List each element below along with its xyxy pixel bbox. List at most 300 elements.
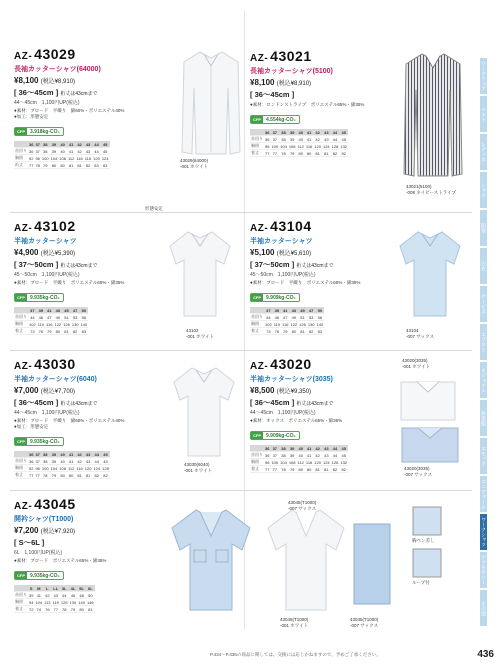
tab-8[interactable]: エプロン	[478, 324, 487, 360]
size-table-row	[250, 136, 348, 143]
size-table-cell: 79	[288, 150, 297, 157]
size-table-row	[14, 321, 88, 328]
size-table-cell: 80	[306, 150, 312, 156]
eco-badge: CFP 3.918kg-CO₂	[14, 127, 64, 136]
size-table-cell: 56	[316, 314, 325, 321]
size-table-cell: 73	[28, 328, 37, 335]
size-table-cell: 53	[307, 314, 316, 321]
size-table-cell: 50	[316, 307, 325, 314]
size-table-cell: 81	[68, 162, 74, 168]
size-table-cell: 53	[71, 314, 80, 321]
size-table-cell: 77	[270, 466, 279, 473]
size-table-cell: 47	[307, 307, 316, 314]
size-table-cell: 120	[314, 459, 321, 465]
tab-9[interactable]: カジュアル	[478, 362, 487, 398]
folded-sax-shirt-image	[398, 424, 462, 464]
product-code: AZ- 43045	[14, 496, 76, 512]
size-table-label: 胸囲	[14, 321, 28, 328]
size-table-cell: 82	[331, 150, 340, 157]
size-table-cell: 77	[53, 606, 58, 612]
size-table	[250, 307, 324, 335]
size-table-cell: 122	[290, 321, 298, 327]
size-table-row	[250, 150, 348, 157]
size-table-cell: 42	[77, 451, 82, 457]
size-table-cell: 78	[41, 472, 50, 479]
size-table-cell: 113	[44, 599, 51, 605]
size-table-cell: 110	[37, 321, 45, 327]
size-table-cell: 83	[101, 162, 110, 169]
product-43020	[250, 356, 390, 473]
size-table-row	[250, 459, 348, 466]
size-table-cell: 41	[306, 129, 312, 135]
size-table-cell: 81	[298, 328, 307, 335]
size-table-cell: 78	[35, 162, 40, 168]
size-table-row	[14, 465, 110, 472]
size-table-cell: 81	[77, 472, 82, 478]
size-table-cell: 37	[270, 452, 279, 459]
size-table-cell: 43	[84, 458, 93, 465]
size-table-cell: 104	[50, 155, 58, 161]
product-43029	[14, 46, 162, 169]
size-table-cell: 37	[270, 136, 279, 143]
size-extra: 44～45cm 1,100円UP(税込)	[14, 410, 80, 416]
size-table-cell: 81	[322, 150, 331, 157]
size-table-label: 首回り	[251, 452, 263, 458]
size-table-cell: 132	[340, 459, 348, 465]
size-table-cell: 82	[85, 162, 91, 168]
size-table-cell: 116	[305, 143, 313, 149]
size-table-cell: 44	[331, 445, 340, 452]
size-extra: 45～50cm 1,100円UP(税込)	[14, 272, 80, 278]
size-table-cell: 43	[322, 136, 331, 143]
size-table-cell: 80	[298, 466, 303, 472]
size-table-cell: 125	[60, 599, 68, 605]
product-43104	[250, 218, 390, 335]
size-table-cell: 80	[58, 162, 67, 169]
size-table-cell: 36	[29, 148, 34, 154]
size-table-cell: 77	[29, 162, 34, 168]
size-table-cell: 44	[331, 129, 340, 136]
size-table-cell: 76	[45, 606, 50, 612]
size-range: [ 37～50cm ] 裄丈は43cmまで	[14, 260, 98, 269]
size-table-row	[14, 148, 110, 155]
size-table-cell: 40	[298, 129, 303, 135]
size-table-cell: 44	[60, 592, 69, 599]
size-table-cell: 38	[279, 129, 288, 136]
loop-detail-image	[412, 548, 442, 578]
product-price: ¥8,500 (税込¥9,350)	[250, 386, 312, 395]
spec-text: ●素材：オックス ポリエステル65%・綿35%	[250, 418, 343, 423]
product-43030	[14, 356, 164, 479]
size-table-cell: 116	[282, 321, 289, 327]
tab-14[interactable]: アクセサリー	[478, 552, 487, 588]
size-table-cell: 124	[93, 465, 101, 471]
size-table-row	[250, 314, 324, 321]
tab-4[interactable]: シャツ	[478, 172, 487, 208]
size-table-cell: 74	[34, 606, 43, 613]
size-table-cell: 45	[101, 148, 110, 155]
size-table-cell: 96	[265, 459, 270, 465]
size-table-row	[250, 143, 348, 150]
size-table-cell: 116	[76, 465, 83, 471]
size-table-cell: 47	[47, 314, 52, 320]
size-table-cell: 112	[297, 143, 304, 149]
size-table-cell: 120	[93, 155, 100, 161]
size-table-cell: 46	[38, 314, 44, 320]
size-table-cell: 82	[307, 328, 316, 335]
size-table-cell: 44	[92, 141, 101, 148]
size-table-cell: 37	[264, 307, 273, 314]
size-table-cell: 39	[288, 129, 297, 136]
size-table-cell: 45	[298, 307, 307, 314]
size-table-cell: 79	[50, 472, 59, 479]
size-table-cell: 78	[60, 606, 69, 613]
product-price: ¥8,100 (税込¥8,910)	[14, 76, 76, 85]
size-table-cell: 130	[307, 321, 315, 327]
product-name: 半袖カッターシャツ(3035)	[250, 376, 333, 383]
size-table-row	[14, 458, 110, 465]
tab-15[interactable]: その他	[478, 590, 487, 626]
open-collar-blue-shirt-image	[170, 506, 252, 614]
tab-6[interactable]: 白衣	[478, 248, 487, 284]
size-table-cell: 80	[50, 162, 59, 169]
size-table-cell: 45	[101, 451, 110, 458]
size-table-cell: 78	[279, 466, 288, 473]
size-table-cell: 41	[34, 592, 43, 599]
size-table-cell: 108	[59, 465, 66, 471]
size-table-cell: 36	[265, 136, 270, 142]
size-table-cell: 112	[67, 465, 75, 471]
size-table-cell: 42	[77, 458, 82, 464]
size-table-cell: 140	[80, 321, 88, 327]
size-table-cell: 40	[58, 451, 67, 458]
product-code: AZ- 43029	[14, 46, 76, 62]
size-table-cell: 81	[62, 328, 71, 335]
size-table-cell: 38	[279, 445, 288, 452]
size-table-row	[14, 314, 88, 321]
size-table-cell: 81	[86, 606, 95, 613]
size-table-cell: 49	[289, 314, 298, 321]
size-table-cell: 38	[279, 136, 288, 143]
tab-3[interactable]: レディス	[478, 134, 487, 170]
size-table-cell: 128	[102, 465, 109, 471]
size-table-cell: 46	[69, 592, 78, 599]
size-table-cell: 41	[68, 451, 74, 457]
size-table	[14, 141, 110, 169]
size-table-cell: 96	[265, 143, 270, 149]
size-table-cell: 140	[316, 321, 324, 327]
size-table-cell: 79	[41, 162, 50, 169]
size-table-cell: 39	[29, 592, 34, 598]
size-table-cell: 51	[298, 314, 307, 321]
size-table-label: 胸囲	[14, 155, 28, 162]
size-table-cell: 42	[313, 452, 322, 459]
size-table-cell: 42	[77, 141, 82, 147]
size-table-cell: 40	[58, 458, 67, 465]
eco-badge: CFP 9.935kg-CO₂	[14, 437, 64, 446]
size-table-cell: 37	[270, 445, 279, 452]
size-table-cell: 45	[339, 452, 348, 459]
size-table-cell: 49	[53, 314, 62, 321]
size-table-cell: 4L	[69, 585, 78, 592]
caption-43045-white: 43045(T1000) -001 ホワイト	[280, 617, 309, 628]
size-extra: 45～50cm 1,100円UP(税込)	[250, 272, 316, 278]
size-table-cell: S	[29, 585, 33, 591]
size-table-label: 胸囲	[250, 459, 264, 466]
size-table-cell: 47	[71, 307, 80, 314]
size-table-label: 着丈	[14, 472, 28, 479]
tab-10[interactable]: 作業服	[478, 400, 487, 436]
spec-text: ●素材：ブロード 平織り 綿60%・ポリエステル40% ●加工：形態安定	[14, 418, 125, 430]
product-price: ¥7,200 (税込¥7,920)	[14, 526, 76, 535]
caption-43045-sax: 43045(T1000) -007 サックス	[350, 617, 379, 628]
short-sleeve-white-shirt-image	[172, 364, 236, 460]
product-name: 開衿シャツ(T1000)	[14, 516, 74, 523]
detail-label-1: 胸ペン差し	[412, 538, 435, 543]
size-table-cell: 76	[38, 328, 44, 334]
caption-43020-sax: 43020(3035) -007 サックス	[404, 466, 433, 477]
size-table-cell: 41	[283, 307, 288, 313]
size-table-cell: 37	[35, 458, 40, 464]
size-table-cell: 40	[58, 148, 67, 155]
size-table-cell: 50	[86, 592, 95, 599]
size-table-cell: 44	[92, 451, 101, 458]
size-table-cell: 80	[68, 472, 74, 478]
size-table-label: 首回り	[251, 314, 263, 320]
size-table-cell: 50	[80, 307, 89, 314]
size-table-cell: 94	[29, 599, 34, 605]
size-table-cell: 102	[29, 321, 36, 327]
size-table-row	[14, 328, 88, 335]
size-table-cell: 126	[299, 321, 306, 327]
size-table-cell: 130	[69, 599, 77, 605]
product-code: AZ- 43020	[250, 356, 312, 372]
size-extra: 6L 1,100円UP(税込)	[14, 550, 63, 556]
product-43102	[14, 218, 162, 335]
size-table-cell: 3L	[60, 585, 69, 592]
size-table-cell: 83	[80, 328, 89, 335]
size-table-cell: 108	[288, 143, 296, 149]
side-index-tabs	[478, 58, 500, 628]
page-number: 436	[477, 649, 494, 660]
size-table-label: 着丈	[250, 150, 264, 157]
size-range: [ 36～45cm ] 裄丈は43cmまで	[14, 398, 98, 407]
product-name: 長袖カッターシャツ(5100)	[250, 68, 333, 75]
size-table-label: 首回り	[15, 314, 27, 320]
size-range: [ 37～50cm ] 裄丈は43cmまで	[250, 260, 334, 269]
size-table-cell: 81	[313, 466, 322, 473]
row-divider-3	[10, 490, 472, 491]
size-table-cell: 39	[50, 451, 59, 458]
eco-badge: CFP 9.935kg-CO₂	[14, 571, 64, 580]
size-table-cell: 80	[77, 606, 86, 613]
size-table-cell: 146	[86, 599, 94, 605]
size-table-cell: 39	[288, 445, 297, 452]
size-table-cell: 40	[58, 141, 67, 148]
size-table-cell: 79	[288, 466, 297, 473]
product-price: ¥5,100 (税込¥5,610)	[250, 248, 312, 257]
size-table-cell: L	[43, 585, 51, 592]
tab-active[interactable]: ワークシャツ	[478, 514, 487, 550]
size-table	[250, 129, 348, 157]
size-table-cell: LL	[53, 585, 59, 591]
size-table-cell: 6L	[86, 585, 95, 592]
size-range: [ S～6L ]	[14, 538, 45, 547]
eco-badge: CFP 4.554kg-CO₂	[250, 115, 300, 124]
size-table-label: 裄丈	[14, 162, 28, 169]
row-divider-2	[10, 350, 472, 351]
size-table-row	[14, 606, 95, 613]
size-table-cell: 116	[46, 321, 53, 327]
tab-11[interactable]: スモック	[478, 438, 487, 474]
size-table-cell: 43	[85, 148, 91, 154]
spec-text: ●素材：ブロード 平織り ポリエステル65%・綿35%	[250, 280, 361, 285]
size-table-cell: 82	[101, 472, 110, 479]
size-range: [ 36～45cm ]	[250, 90, 295, 99]
size-table-cell: 100	[41, 155, 49, 161]
tab-2[interactable]: ベスト	[478, 96, 487, 132]
size-table-cell: 43	[289, 307, 298, 314]
size-table-cell: 41	[306, 136, 312, 142]
size-table-cell: 81	[322, 466, 331, 473]
size-table-cell: 81	[313, 150, 322, 157]
size-table-label: 着丈	[14, 606, 28, 613]
size-table-row	[14, 155, 110, 162]
size-table-cell: 77	[29, 472, 34, 478]
size-table-cell: 43	[84, 451, 93, 458]
size-table-cell: 104	[50, 465, 58, 471]
striped-shirt-image	[402, 50, 464, 180]
size-table-row	[14, 592, 95, 599]
size-table-cell: 51	[62, 314, 71, 321]
size-table-cell: 108	[59, 155, 66, 161]
size-table-cell: 39	[50, 141, 59, 148]
size-table-cell: 92	[29, 465, 34, 471]
size-table-row	[250, 328, 324, 335]
size-table-cell: 100	[41, 465, 49, 471]
size-table-cell: 124	[101, 155, 109, 161]
size-table-cell: 120	[84, 465, 92, 471]
size-table-cell: 44	[331, 452, 340, 459]
size-table-cell: 43	[322, 445, 331, 452]
size-table-row	[14, 472, 110, 479]
size-table-cell: 112	[297, 459, 304, 465]
size-table-cell: 104	[35, 599, 43, 605]
size-table-row	[250, 466, 348, 473]
size-table-row	[250, 321, 324, 328]
size-table-label: 首回り	[15, 592, 27, 598]
tab-1[interactable]: ワークウェア	[478, 58, 487, 94]
product-name: 半袖カッターシャツ(6040)	[14, 376, 97, 383]
size-table-cell: 48	[77, 592, 86, 599]
size-table-cell: 96	[35, 155, 40, 161]
size-table-label: 胸囲	[250, 321, 264, 328]
size-table-cell: 73	[264, 328, 273, 335]
size-table-cell: 116	[76, 155, 83, 161]
size-table-cell: 119	[52, 599, 59, 605]
tab-7[interactable]: サービス	[478, 286, 487, 322]
size-table-cell: 41	[68, 458, 74, 464]
size-range: [ 36～45cm ] 裄丈は43cmまで	[14, 88, 98, 97]
caption-43045-top: 43045(T1000) -007 サックス	[288, 500, 317, 511]
caption-43030: 43030(6040) -001 ホワイト	[184, 462, 213, 473]
size-table-cell: 46	[274, 314, 280, 320]
size-table-cell: 37	[35, 141, 40, 147]
size-table-label: 着丈	[250, 328, 264, 335]
product-price: ¥8,100 (税込¥8,910)	[250, 78, 312, 87]
size-table-cell: 82	[71, 328, 80, 335]
size-table-cell: 39	[50, 148, 59, 155]
spec-text: ●素材：ロンドンストライプ ポリエステル65%・綿35%	[250, 102, 365, 107]
size-table-cell: 44	[92, 148, 101, 155]
open-collar-white-shirt-image	[266, 506, 346, 614]
size-table	[250, 445, 348, 473]
size-table-cell: 39	[50, 458, 59, 465]
size-table-cell: 81	[77, 162, 82, 168]
size-table-cell: 42	[313, 129, 322, 136]
size-table-cell: 82	[339, 150, 348, 157]
spec-text: ●素材：ブロード ポリエステル65%・綿35%	[14, 558, 107, 563]
size-table-cell: 100	[271, 143, 279, 149]
size-table-label: 胸囲	[14, 465, 28, 472]
size-table-cell: 77	[265, 150, 270, 156]
size-table-cell: 116	[305, 459, 313, 465]
caption-43020-white: 43020(3035) -001 ホワイト	[402, 358, 431, 369]
size-table-row	[14, 599, 95, 606]
size-table-cell: 36	[29, 451, 34, 457]
size-table-cell: 38	[41, 451, 50, 458]
folded-white-shirt-image	[395, 376, 461, 422]
size-table-cell: 44	[331, 136, 340, 143]
product-43045	[14, 496, 164, 613]
size-table-cell: 5L	[77, 585, 86, 592]
size-table-cell: 45	[101, 458, 110, 465]
product-price: ¥7,000 (税込¥7,700)	[14, 386, 76, 395]
size-table-cell: 41	[68, 141, 74, 147]
size-table-cell: 128	[331, 459, 339, 465]
size-table-cell: 36	[265, 129, 270, 135]
size-table-cell: 36	[29, 141, 34, 147]
size-table-cell: 80	[58, 472, 67, 479]
size-table-cell: 45	[62, 307, 71, 314]
size-table-label: 首回り	[251, 136, 263, 142]
size-table-cell: 130	[71, 321, 79, 327]
size-table-label: 首回り	[15, 458, 27, 464]
product-code: AZ- 43030	[14, 356, 76, 372]
product-code: AZ- 43021	[250, 48, 312, 64]
row-divider-1	[10, 212, 472, 213]
product-43021	[250, 48, 390, 157]
size-table-cell: 41	[68, 148, 74, 154]
size-table-cell: 120	[314, 143, 321, 149]
spec-text: ●素材：ブロード 平織り ポリエステル65%・綿35%	[14, 280, 125, 285]
tab-12[interactable]: ユニフォーム	[478, 476, 487, 512]
size-table-cell: 42	[77, 148, 82, 154]
size-table-cell: 77	[35, 472, 40, 478]
tag-label: 形態安定	[145, 206, 163, 211]
size-table-cell: 45	[339, 445, 348, 452]
size-table-cell: 36	[29, 458, 34, 464]
size-table-cell: 124	[322, 459, 330, 465]
size-table-cell: 39	[288, 136, 297, 143]
caption-43021: 43021(5100) -008 ネイビーストライプ	[406, 184, 456, 195]
tab-5[interactable]: 防寒	[478, 210, 487, 246]
size-range: [ 36～45cm ] 裄丈は43cmまで	[250, 398, 334, 407]
size-table	[14, 307, 88, 335]
size-table-cell: 83	[316, 328, 325, 335]
size-table-cell: 44	[264, 314, 273, 321]
short-sleeve-blue-shirt-image	[398, 228, 462, 320]
